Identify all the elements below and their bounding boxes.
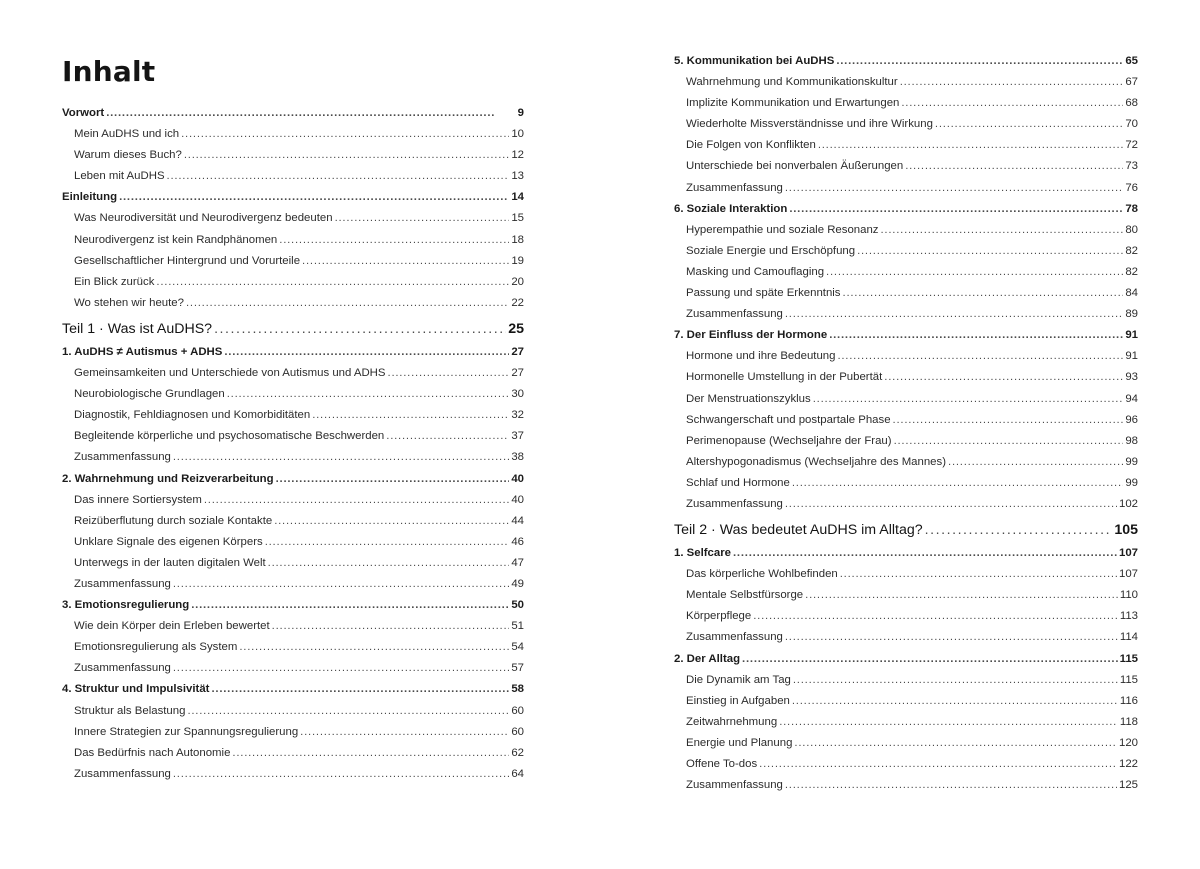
toc-sub-entry — [674, 494, 1138, 515]
toc-page-number: 37 — [511, 430, 524, 443]
toc-page-number: 65 — [1125, 55, 1138, 67]
toc-entry-title: Zusammenfassung — [686, 181, 783, 194]
toc-dot-leader — [224, 342, 509, 363]
toc-entry-title: 6. Soziale Interaktion — [674, 202, 788, 215]
toc-dot-leader — [785, 304, 1123, 325]
toc-entry-title: Warum dieses Buch? — [74, 149, 182, 162]
toc-page-number: 18 — [511, 233, 524, 246]
toc-page-number: 122 — [1118, 758, 1138, 770]
toc-entry-title: Reizüberflutung durch soziale Kontakte — [74, 514, 273, 527]
toc-page-number: 15 — [511, 212, 524, 225]
toc-page-number: 115 — [1119, 673, 1138, 686]
toc-entry-title: Soziale Energie und Erschöpfung — [686, 244, 856, 257]
toc-page-number: 72 — [1125, 139, 1138, 152]
toc-dot-leader — [173, 658, 509, 679]
toc-sub-entry — [62, 658, 524, 679]
toc-page-number: 60 — [511, 704, 524, 717]
toc-entry-title: Unterschiede bei nonverbalen Äußerungen — [686, 160, 904, 173]
toc-sub-entry — [674, 606, 1138, 627]
toc-sub-entry — [674, 431, 1138, 452]
toc-page-number: 110 — [1119, 589, 1138, 602]
toc-entry-title: Zusammenfassung — [686, 631, 783, 644]
toc-sub-entry — [62, 384, 524, 405]
toc-entry-title: Begleitende körperliche und psychosomatische Beschwerden — [74, 430, 385, 443]
toc-page-number: 22 — [511, 296, 524, 309]
toc-sub-entry — [62, 532, 524, 553]
toc-page-number: 84 — [1125, 287, 1138, 300]
toc-page-number: 94 — [1125, 392, 1138, 405]
toc-sub-entry — [674, 283, 1138, 304]
toc-page-number: 116 — [1119, 694, 1138, 707]
toc-entry-title: Das innere Sortiersystem — [74, 493, 202, 506]
toc-dot-leader — [232, 743, 509, 764]
toc-sub-entry — [62, 272, 524, 293]
toc-page-number: 107 — [1118, 547, 1138, 560]
toc-dot-leader — [184, 145, 509, 166]
toc-sub-entry — [674, 691, 1138, 712]
toc-entry-title: 4. Struktur und Impulsivität — [62, 683, 210, 696]
toc-entry-title: Das Bedürfnis nach Autonomie — [74, 746, 231, 759]
toc-page-number: 27 — [511, 345, 524, 358]
toc-entry-title: 1. AuDHS ≠ Autismus + ADHS — [62, 345, 223, 358]
toc-entry-title: Die Folgen von Konflikten — [686, 139, 816, 152]
toc-sub-entry — [62, 743, 524, 764]
toc-entry-title: Der Menstruationszyklus — [686, 392, 811, 405]
toc-page-number: 25 — [508, 320, 524, 337]
toc-dot-leader — [187, 701, 509, 722]
toc-page-number: 91 — [1125, 350, 1138, 363]
toc-dot-leader — [948, 452, 1123, 473]
toc-entry-title: Zusammenfassung — [74, 662, 171, 675]
toc-dot-leader — [785, 494, 1117, 515]
toc-page-number: 54 — [511, 641, 524, 654]
toc-entry-title: Altershypogonadismus (Wechseljahre des Mannes) — [686, 455, 947, 468]
toc-page-number: 99 — [1125, 455, 1138, 468]
toc-dot-leader — [274, 511, 509, 532]
toc-dot-leader — [792, 691, 1118, 712]
toc-page-number: 46 — [511, 535, 524, 548]
toc-entry-title: Zusammenfassung — [686, 779, 783, 792]
toc-sub-entry — [674, 733, 1138, 754]
toc-page-number: 89 — [1125, 308, 1138, 321]
toc-sub-entry — [62, 208, 524, 229]
toc-chapter-entry — [62, 679, 524, 700]
toc-entry-title: Neurobiologische Grundlagen — [74, 388, 225, 401]
toc-sub-entry — [674, 156, 1138, 177]
toc-sub-entry — [674, 262, 1138, 283]
toc-entry-title: Teil 1 · Was ist AuDHS? — [62, 320, 213, 337]
toc-sub-entry — [62, 511, 524, 532]
toc-dot-leader — [156, 272, 509, 293]
toc-dot-leader — [119, 187, 509, 208]
toc-sub-entry — [674, 114, 1138, 135]
toc-dot-leader — [733, 543, 1117, 564]
toc-chapter-entry — [62, 187, 524, 208]
toc-page-number: 60 — [511, 725, 524, 738]
toc-entry-title: Mein AuDHS und ich — [74, 128, 180, 141]
toc-page-number: 73 — [1125, 160, 1138, 173]
toc-page-number: 99 — [1125, 476, 1138, 489]
toc-dot-leader — [857, 241, 1123, 262]
toc-entry-title: Energie und Planung — [686, 736, 793, 749]
toc-dot-leader — [785, 775, 1117, 796]
toc-sub-entry — [62, 637, 524, 658]
toc-dot-leader — [211, 679, 509, 700]
toc-dot-leader — [268, 553, 510, 574]
toc-chapter-entry — [62, 103, 524, 124]
toc-entry-title: Gemeinsamkeiten und Unterschiede von Autismus und ADHS — [74, 367, 386, 380]
toc-entry-title: Struktur als Belastung — [74, 704, 186, 717]
toc-sub-entry — [62, 166, 524, 187]
toc-sub-entry — [674, 452, 1138, 473]
toc-entry-title: Teil 2 · Was bedeutet AuDHS im Alltag? — [674, 522, 923, 539]
toc-dot-leader — [742, 649, 1118, 670]
toc-dot-leader — [300, 722, 509, 743]
toc-page-number: 10 — [511, 128, 524, 141]
toc-entry-title: 5. Kommunikation bei AuDHS — [674, 55, 835, 67]
toc-page-number: 125 — [1118, 779, 1138, 792]
toc-entry-title: Einstieg in Aufgaben — [686, 694, 790, 707]
toc-page-number: 78 — [1125, 202, 1138, 215]
toc-dot-leader — [173, 574, 509, 595]
toc-page-number: 96 — [1125, 413, 1138, 426]
toc-page-number: 107 — [1118, 568, 1138, 581]
toc-page-number: 113 — [1119, 610, 1138, 623]
toc-dot-leader — [227, 384, 510, 405]
toc-dot-leader — [905, 156, 1123, 177]
toc-page-number: 115 — [1119, 652, 1138, 665]
toc-entry-title: 2. Der Alltag — [674, 652, 741, 665]
toc-entry-title: Implizite Kommunikation und Erwartungen — [686, 97, 900, 110]
toc-dot-leader — [837, 346, 1123, 367]
toc-dot-leader — [191, 595, 509, 616]
toc-dot-leader — [239, 637, 509, 658]
toc-page-number: 105 — [1114, 522, 1138, 539]
toc-sub-entry — [674, 93, 1138, 114]
toc-sub-entry — [62, 145, 524, 166]
toc-dot-leader — [792, 473, 1123, 494]
toc-sub-entry — [62, 426, 524, 447]
toc-dot-leader — [785, 178, 1123, 199]
toc-entry-title: Zusammenfassung — [74, 767, 171, 780]
toc-dot-leader — [779, 712, 1118, 733]
toc-page-number: 82 — [1125, 265, 1138, 278]
toc-entry-title: Unklare Signale des eigenen Körpers — [74, 535, 263, 548]
toc-dot-leader — [843, 283, 1124, 304]
toc-page-number: 62 — [511, 746, 524, 759]
toc-sub-entry — [674, 585, 1138, 606]
toc-entry-title: 1. Selfcare — [674, 547, 731, 560]
toc-entry-title: Neurodivergenz ist kein Randphänomen — [74, 233, 278, 246]
toc-page-number: 32 — [511, 409, 524, 422]
toc-entry-title: Unterwegs in der lauten digitalen Welt — [74, 556, 266, 569]
toc-dot-leader — [388, 363, 510, 384]
toc-sub-entry — [62, 405, 524, 426]
toc-page-number: 40 — [511, 472, 524, 485]
toc-page-number: 20 — [511, 275, 524, 288]
toc-sub-entry — [674, 627, 1138, 648]
toc-dot-leader — [181, 124, 509, 145]
toc-entry-title: Innere Strategien zur Spannungsregulierung — [74, 725, 299, 738]
toc-page-number: 40 — [511, 493, 524, 506]
toc-page-number: 47 — [511, 556, 524, 569]
toc-entry-title: Zusammenfassung — [686, 308, 783, 321]
toc-dot-leader — [302, 251, 509, 272]
toc-page-number: 98 — [1125, 434, 1138, 447]
toc-entry-title: Diagnostik, Fehldiagnosen und Komorbiditäten — [74, 409, 311, 422]
toc-dot-leader — [826, 262, 1123, 283]
toc-entry-title: Schwangerschaft und postpartale Phase — [686, 413, 891, 426]
toc-entry-title: Offene To-dos — [686, 758, 758, 770]
toc-sub-entry — [674, 775, 1138, 796]
toc-sub-entry — [62, 124, 524, 145]
toc-entry-title: Körperpflege — [686, 610, 752, 623]
toc-entry-title: Hormonelle Umstellung in der Pubertät — [686, 371, 883, 384]
toc-sub-entry — [674, 367, 1138, 388]
toc-page-number: 58 — [511, 683, 524, 696]
toc-dot-leader — [893, 410, 1124, 431]
page-title: Inhalt — [62, 55, 156, 88]
toc-entry-title: Emotionsregulierung als System — [74, 641, 238, 654]
toc-entry-title: Leben mit AuDHS — [74, 170, 165, 183]
toc-entry-title: Hormone und ihre Bedeutung — [686, 350, 836, 363]
toc-entry-title: Was Neurodiversität und Neurodivergenz bedeuten — [74, 212, 333, 225]
toc-sub-entry — [62, 764, 524, 785]
toc-page-number: 67 — [1125, 76, 1138, 89]
toc-sub-entry — [62, 363, 524, 384]
toc-page-number: 64 — [511, 767, 524, 780]
toc-sub-entry — [62, 293, 524, 314]
toc-entry-title: Hyperempathie und soziale Resonanz — [686, 223, 879, 236]
toc-sub-entry — [674, 389, 1138, 410]
toc-sub-entry — [62, 230, 524, 251]
toc-page-number: 50 — [511, 599, 524, 612]
toc-dot-leader — [759, 754, 1117, 775]
toc-dot-leader — [214, 314, 506, 344]
toc-entry-title: Ein Blick zurück — [74, 275, 155, 288]
toc-sub-entry — [62, 701, 524, 722]
toc-page-number: 80 — [1125, 223, 1138, 236]
toc-dot-leader — [881, 220, 1124, 241]
toc-page-number: 51 — [511, 620, 524, 633]
toc-dot-leader — [900, 72, 1124, 93]
toc-entry-title: Perimenopause (Wechseljahre der Frau) — [686, 434, 892, 447]
toc-dot-leader — [106, 103, 515, 124]
toc-sub-entry — [674, 670, 1138, 691]
toc-dot-leader — [312, 405, 509, 426]
toc-dot-leader — [753, 606, 1118, 627]
toc-page-number: 82 — [1125, 244, 1138, 257]
toc-sub-entry — [674, 135, 1138, 156]
toc-page-number: 57 — [511, 662, 524, 675]
toc-entry-title: 7. Der Einfluss der Hormone — [674, 329, 828, 342]
toc-entry-title: Wo stehen wir heute? — [74, 296, 184, 309]
toc-list-right — [674, 51, 1138, 796]
toc-dot-leader — [167, 166, 510, 187]
toc-entry-title: Masking und Camouflaging — [686, 265, 825, 278]
toc-dot-leader — [794, 733, 1117, 754]
toc-page-number: 93 — [1125, 371, 1138, 384]
toc-page-number: 91 — [1125, 329, 1138, 342]
toc-sub-entry — [674, 564, 1138, 585]
toc-dot-leader — [186, 293, 509, 314]
toc-dot-leader — [818, 135, 1124, 156]
toc-sub-entry — [62, 447, 524, 468]
toc-entry-title: Vorwort — [62, 107, 105, 119]
toc-sub-entry — [674, 754, 1138, 775]
toc-page-number: 120 — [1118, 736, 1138, 749]
toc-entry-title: Schlaf und Hormone — [686, 476, 790, 489]
toc-entry-title: Die Dynamik am Tag — [686, 673, 791, 686]
toc-entry-title: Gesellschaftlicher Hintergrund und Vorurteile — [74, 254, 301, 267]
toc-dot-leader — [386, 426, 509, 447]
toc-entry-title: Wiederholte Missverständnisse und ihre Wirkung — [686, 118, 933, 131]
toc-sub-entry — [674, 410, 1138, 431]
toc-page-number: 44 — [511, 514, 524, 527]
toc-page-number: 19 — [511, 254, 524, 267]
toc-sub-entry — [62, 574, 524, 595]
toc-chapter-entry — [674, 649, 1138, 670]
toc-dot-leader — [279, 230, 509, 251]
toc-page-number: 70 — [1125, 118, 1138, 131]
toc-dot-leader — [789, 199, 1123, 220]
toc-page-number: 76 — [1125, 181, 1138, 194]
toc-page-number: 9 — [517, 107, 524, 119]
toc-page-number: 38 — [511, 451, 524, 464]
toc-entry-title: Zusammenfassung — [74, 451, 171, 464]
toc-dot-leader — [829, 325, 1123, 346]
toc-entry-title: Zusammenfassung — [74, 577, 171, 590]
toc-page-number: 102 — [1118, 497, 1138, 510]
toc-entry-title: Wie dein Körper dein Erleben bewertet — [74, 620, 270, 633]
toc-dot-leader — [840, 564, 1117, 585]
toc-sub-entry — [674, 346, 1138, 367]
toc-entry-title: Das körperliche Wohlbefinden — [686, 568, 838, 581]
toc-dot-leader — [204, 490, 509, 511]
toc-dot-leader — [793, 670, 1118, 691]
toc-dot-leader — [935, 114, 1123, 135]
toc-dot-leader — [173, 764, 509, 785]
toc-list-left — [62, 103, 524, 785]
toc-page-number: 118 — [1119, 715, 1138, 728]
toc-sub-entry — [674, 712, 1138, 733]
toc-page-number: 27 — [511, 367, 524, 380]
toc-dot-leader — [785, 627, 1118, 648]
toc-dot-leader — [805, 585, 1118, 606]
toc-sub-entry — [62, 251, 524, 272]
toc-dot-leader — [901, 93, 1123, 114]
toc-part-entry — [674, 515, 1138, 543]
toc-dot-leader — [173, 447, 509, 468]
toc-chapter-entry — [674, 543, 1138, 564]
toc-sub-entry — [62, 490, 524, 511]
toc-dot-leader — [894, 431, 1124, 452]
toc-sub-entry — [674, 178, 1138, 199]
toc-chapter-entry — [62, 469, 524, 490]
toc-dot-leader — [813, 389, 1124, 410]
toc-sub-entry — [62, 553, 524, 574]
toc-page-number: 12 — [511, 149, 524, 162]
toc-chapter-entry — [62, 342, 524, 363]
toc-dot-leader — [335, 208, 510, 229]
toc-page-number: 30 — [511, 388, 524, 401]
toc-page-number: 68 — [1125, 97, 1138, 110]
toc-dot-leader — [836, 51, 1123, 72]
toc-dot-leader — [272, 616, 510, 637]
toc-page-number: 14 — [511, 191, 524, 204]
toc-sub-entry — [674, 220, 1138, 241]
toc-page-number: 114 — [1119, 631, 1138, 644]
toc-entry-title: Passung und späte Erkenntnis — [686, 287, 841, 300]
toc-sub-entry — [674, 304, 1138, 325]
toc-entry-title: Einleitung — [62, 191, 118, 204]
toc-sub-entry — [62, 616, 524, 637]
toc-dot-leader — [884, 367, 1123, 388]
toc-dot-leader — [925, 515, 1113, 545]
toc-entry-title: Mentale Selbstfürsorge — [686, 589, 804, 602]
toc-entry-title: 2. Wahrnehmung und Reizverarbeitung — [62, 472, 274, 485]
toc-entry-title: Zeitwahrnehmung — [686, 715, 778, 728]
toc-page-number: 13 — [511, 170, 524, 183]
toc-chapter-entry — [674, 51, 1138, 72]
toc-dot-leader — [276, 469, 510, 490]
toc-chapter-entry — [62, 595, 524, 616]
toc-chapter-entry — [674, 199, 1138, 220]
toc-entry-title: Zusammenfassung — [686, 497, 783, 510]
toc-sub-entry — [674, 72, 1138, 93]
toc-sub-entry — [674, 473, 1138, 494]
toc-sub-entry — [674, 241, 1138, 262]
toc-page-number: 49 — [511, 577, 524, 590]
toc-dot-leader — [265, 532, 510, 553]
toc-entry-title: Wahrnehmung und Kommunikationskultur — [686, 76, 898, 89]
toc-part-entry — [62, 314, 524, 342]
toc-sub-entry — [62, 722, 524, 743]
toc-chapter-entry — [674, 325, 1138, 346]
toc-entry-title: 3. Emotionsregulierung — [62, 599, 190, 612]
